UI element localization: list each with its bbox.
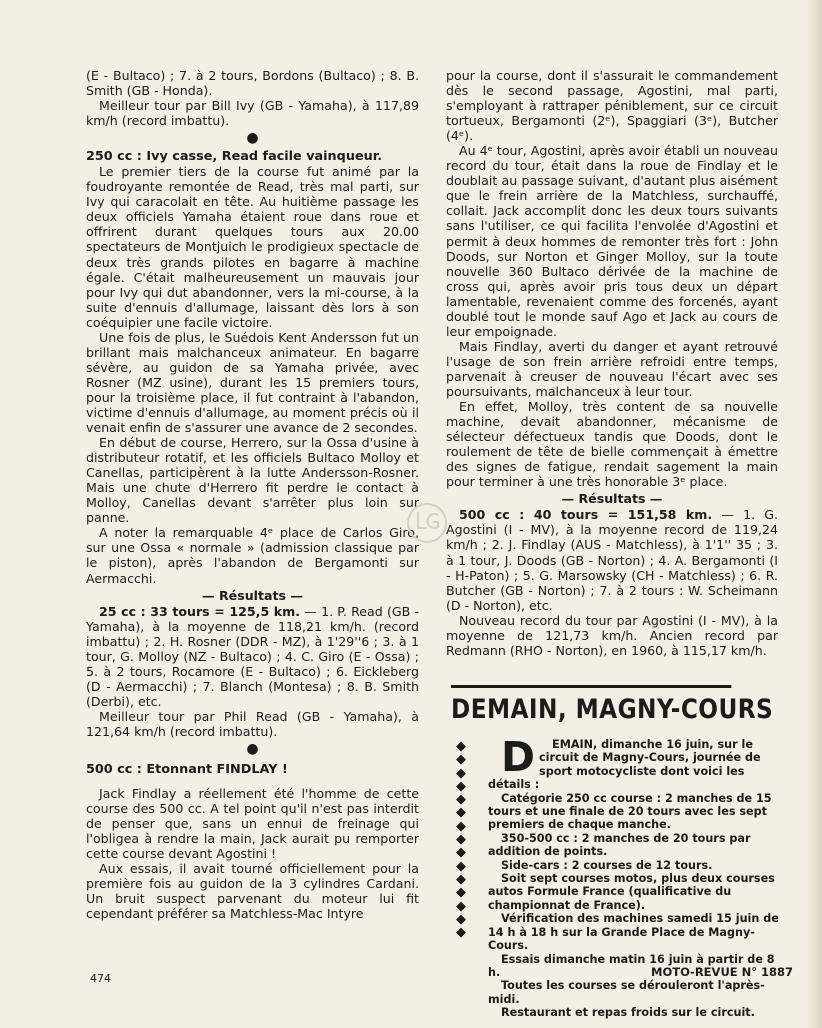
paragraph-500-1: Jack Findlay a réellement été l'homme de cette course des 500 cc. A tel point qu'il n'est pas interdit de penser que, sans un ennui de freinage qui l'obligea à rendre la main, Jack aurait pu remporter cette course devant Agostini !	[86, 786, 419, 862]
results-500-rest: — 1. G. Agostini (I - MV), à la moyenne record de 119,24 km/h ; 2. J. Findlay (AUS - Matchless), à 1'1'' 35 ; 3. à 1 tour, J. Doods (GB - Norton) ; 4. A. Bergamonti (I - H-Paton) ; 5. G. Marsowsky (CH - Matchless) ; 6. R. Butcher (GB - Norton) ; 7. à 2 tours : W. Scheimann (D - Norton), etc.	[446, 507, 778, 613]
diamond-border	[452, 740, 470, 939]
diamond-icon: ◆	[456, 792, 466, 808]
paragraph-250-4: A noter la remarquable 4ᵉ place de Carlos Giro, sur une Ossa « normale » (admission classique par le piston), après l'abandon de Bergamonti sur Aermacchi.	[86, 525, 419, 586]
box-line-1: Catégorie 250 cc course : 2 manches de 15 tours et une finale de 20 tours avec les sept premiers de chaque manche.	[488, 791, 772, 832]
results-250	[86, 604, 419, 709]
diamond-icon: ◆	[456, 818, 466, 834]
box-intro-text: EMAIN, dimanche 16 juin, sur le circuit de Magny-Cours, journée de sport motocycliste dont voici les détails :	[488, 738, 761, 792]
diamond-icon: ◆	[456, 898, 466, 914]
diamond-icon: ◆	[456, 885, 466, 901]
box-line-3: Side-cars : 2 courses de 12 tours.	[501, 858, 713, 872]
page-edge	[808, 0, 822, 1028]
results-label-500: — Résultats —	[561, 491, 663, 507]
diamond-icon: ◆	[456, 871, 466, 887]
paragraph-right-5: Nouveau record du tour par Agostini (I - MV), à la moyenne de 121,73 km/h. Ancien record par Redmann (RHO - Norton), en 1960, à 115,17 km/h.	[446, 612, 778, 658]
diamond-icon: ◆	[456, 858, 466, 874]
right-column	[446, 68, 778, 658]
results-500	[446, 507, 778, 612]
diamond-icon: ◆	[456, 845, 466, 861]
paragraph-right-2: Au 4ᵉ tour, Agostini, après avoir établi un nouveau record du tour, était dans la roue de Findlay et le doublait au passage suivant, d'autant plus aisément que le frein arrière de la Matchless, surchauffé, collait. Jack accomplit donc les deux tours suivants sans l'utiliser, ce qui facilita l'envolée d'Agostini et permit à deux hommes de remonter très fort : John Doods, sur Norton et Ginger Molloy, sur la toute nouvelle 360 Bultaco dérivée de la machine de cross qui, après avoir pris tous deux un départ lamentable, revenaient comme des forcenés, ayant doublé tout le monde sauf Ago et Jack au cours de leur empoignade.	[446, 143, 778, 339]
diamond-icon: ◆	[456, 925, 466, 941]
paragraph-250-3: En début de course, Herrero, sur la Ossa d'usine à distributeur rotatif, et les officiels Bultaco Molloy et Canellas, participèrent à la lutte Andersson-Rosner. Mais une chute d'Herrero fit perdre le contact à Molloy, Canellas devant s'arrêter plus loin sur panne.	[86, 435, 419, 526]
diamond-icon: ◆	[456, 778, 466, 794]
paragraph-best-lap-250: Meilleur tour par Phil Read (GB - Yamaha), à 121,64 km/h (record imbattu).	[86, 708, 419, 739]
paragraph-right-4: En effet, Molloy, très content de sa nouvelle machine, devait abandonner, mécanisme de sélecteur défectueux tandis que Doods, dont le roulement de tête de bielle commençait à émettre des signes de fatigue, rendait sagement la main pour terminer à une très honorable 3ᵉ place.	[446, 399, 778, 490]
box-line-4: Soit sept courses motos, plus deux courses autos Formule France (qualificative du championnat de France).	[488, 872, 775, 912]
watermark-logo	[404, 495, 450, 551]
heading-250cc: 250 cc : Ivy casse, Read facile vainqueur.	[86, 149, 383, 165]
box-line-2: 350-500 cc : 2 manches de 20 tours par addition de points.	[488, 831, 751, 859]
box-line-7: Toutes les courses se dérouleront l'après-midi.	[488, 979, 765, 1006]
left-column	[86, 68, 419, 921]
box-line-5: Vérification des machines samedi 15 juin de 14 h à 18 h sur la Grande Place de Magny-Cours.	[488, 912, 779, 953]
page-number: 474	[90, 972, 111, 985]
diamond-icon: ◆	[456, 911, 466, 927]
paragraph-500-2: Aux essais, il avait tourné officiellement pour la première fois au guidon de la 3 cylindres Cardani. Un bruit suspect parvenant du moteur lui fit cependant préférer sa Matchless-Mac Intyre	[86, 861, 419, 922]
box-intro	[488, 733, 780, 792]
paragraph-best-lap-125: Meilleur tour par Bill Ivy (GB - Yamaha), à 117,89 km/h (record imbattu).	[86, 98, 419, 129]
box-line-6: Essais dimanche matin 16 juin à partir de 8 h.	[488, 952, 775, 979]
separator-dot: ●	[246, 741, 259, 758]
diamond-icon: ◆	[456, 739, 466, 754]
paragraph-intro: (E - Bultaco) ; 7. à 2 tours, Bordons (Bultaco) ; 8. B. Smith (GB - Honda).	[86, 68, 419, 99]
separator-dot: ●	[246, 130, 259, 147]
diamond-icon: ◆	[456, 832, 466, 848]
diamond-icon: ◆	[456, 752, 466, 768]
results-label-250: — Résultats —	[201, 587, 303, 603]
magazine-issue: MOTO-REVUE N° 1887	[651, 965, 794, 979]
diamond-icon: ◆	[456, 805, 466, 821]
drop-cap: D	[501, 733, 536, 781]
paragraph-right-1: pour la course, dont il s'assurait le commandement dès le second passage, Agostini, mal parti, s'employant à rattraper péniblement, sur ce circuit tortueux, Bergamonti (2ᵉ), Spaggiari (3ᵉ), Butcher (4ᵉ).	[446, 68, 778, 144]
results-250-rest: — 1. P. Read (GB - Yamaha), à la moyenne de 118,21 km/h. (record imbattu) ; 2. H. Rosner (DDR - MZ), à 1'29''6 ; 3. à 1 tour, G. Molloy (NZ - Bultaco) ; 4. C. Giro (E - Ossa) ; 5. à 2 tours, Rocamore (E - Bultaco) ; 6. Eickleberg (D - Aermacchi) ; 7. Blanch (Montesa) ; 8. B. Smith (Derbi), etc.	[86, 603, 419, 709]
paragraph-250-1: Le premier tiers de la course fut animé par la foudroyante remontée de Read, très mal parti, sur Ivy qui caracolait en tête. Au huitième passage les deux officiels Yamaha étaient roue dans roue et offrirent durant quelques tours aux 20.00 spectateurs de Montjuich le prodigieux spectacle de deux très grands pilotes en bagarre à machine égale. C'était malheureusement un mauvais jour pour Ivy qui dut abandonner, vers la mi-course, à la suite d'ennuis d'allumage, laissant dès lors à son coéquipier une facile victoire.	[86, 164, 419, 330]
paragraph-250-2: Une fois de plus, le Suédois Kent Andersson fut un brillant mais malchanceux animateur. En bagarre sévère, au guidon de sa Yamaha privée, avec Rosner (MZ usine), durant les 15 premiers tours, pour la troisième place, il fut contraint à l'abandon, victime d'ennuis d'allumage, au moment précis où il venait enfin de s'assurer une avance de 2 secondes.	[86, 329, 419, 436]
diamond-icon: ◆	[456, 765, 466, 781]
paragraph-right-3: Mais Findlay, averti du danger et ayant retrouvé l'usage de son frein arrière refroidi entre temps, parvenait à creuser de nouveau l'écart avec ses poursuivants, malchanceux à leur tour.	[446, 338, 778, 399]
box-line-8: Restaurant et repas froids sur le circuit.	[501, 1006, 755, 1020]
heading-500cc: 500 cc : Etonnant FINDLAY !	[86, 762, 288, 778]
box-title: DEMAIN, MAGNY-COURS	[451, 685, 731, 732]
results-500-lead: 500 cc : 40 tours = 151,58 km.	[459, 507, 713, 523]
results-250-lead: 25 cc : 33 tours = 125,5 km.	[99, 603, 301, 619]
